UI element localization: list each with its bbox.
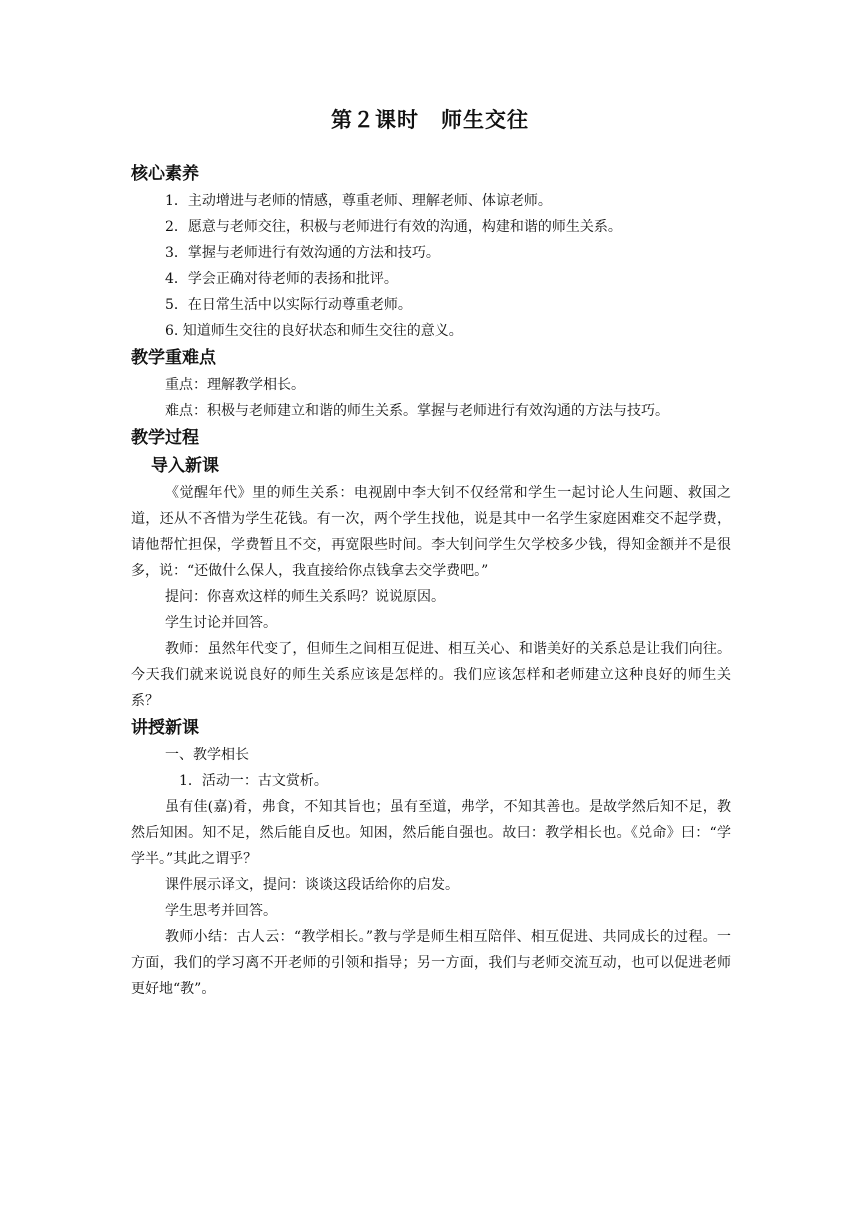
core-item-4: 4．学会正确对待老师的表扬和批评。	[165, 271, 398, 287]
intro-paragraph-2: 提问：你喜欢这样的师生关系吗？说说原因。	[165, 589, 445, 605]
lecture-paragraph-4: 教师小结：古人云：“教学相长。”教与学是师生相互陪伴、相互促进、共同成长的过程。一方面，我们的学习离不开老师的引领和指导；另一方面，我们与老师交流互动，也可以促进老师更好地“教”。	[131, 929, 731, 997]
lesson-title: 第２课时 师生交往	[331, 108, 529, 132]
heading-core-literacy: 核心素养	[131, 164, 199, 184]
heading-intro: 导入新课	[151, 456, 219, 476]
lecture-paragraph-2: 课件展示译文，提问：谈谈这段话给你的启发。	[165, 877, 459, 893]
heading-new-lesson: 讲授新课	[131, 718, 199, 738]
intro-paragraph-1: 《觉醒年代》里的师生关系：电视剧中李大钊不仅经常和学生一起讨论人生问题、救国之道，还从不吝惜为学生花钱。有一次，两个学生找他，说是其中一名学生家庭困难交不起学费，请他帮忙担保，学费暂且不交，再宽限些时间。李大钊问学生欠学校多少钱，得知金额并不是很多，说：“还做什么保人，我直接给你点钱拿去交学费吧。”	[131, 485, 731, 579]
core-item-6: 6. 知道师生交往的良好状态和师生交往的意义。	[165, 323, 463, 339]
document-body	[131, 160, 731, 1002]
key-difficulty: 难点：积极与老师建立和谐的师生关系。掌握与老师进行有效沟通的方法与技巧。	[165, 403, 669, 419]
heading-key-points: 教学重难点	[131, 348, 216, 368]
core-item-2: 2．愿意与老师交往，积极与老师进行有效的沟通，构建和谐的师生关系。	[165, 219, 622, 235]
core-item-1: 1．主动增进与老师的情感，尊重老师、理解老师、体谅老师。	[165, 193, 552, 209]
key-focus: 重点：理解教学相长。	[165, 377, 305, 393]
heading-teaching-process: 教学过程	[131, 428, 199, 448]
intro-paragraph-4: 教师：虽然年代变了，但师生之间相互促进、相互关心、和谐美好的关系总是让我们向往。今天我们就来说说良好的师生关系应该是怎样的。我们应该怎样和老师建立这种良好的师生关系？	[131, 641, 731, 709]
core-item-3: 3．掌握与老师进行有效沟通的方法和技巧。	[165, 245, 440, 261]
core-item-5: 5．在日常生活中以实际行动尊重老师。	[165, 297, 412, 313]
activity-heading: 1．活动一：古文赏析。	[179, 773, 328, 789]
section-heading: 一、教学相长	[165, 747, 249, 763]
lecture-paragraph-3: 学生思考并回答。	[165, 903, 277, 919]
lecture-paragraph-1: 虽有佳(嘉)肴，弗食，不知其旨也；虽有至道，弗学，不知其善也。是故学然后知不足，教然后知困。知不足，然后能自反也。知困，然后能自强也。故曰：教学相长也。《兑命》曰：“学学半。”其此之谓乎？	[131, 799, 731, 867]
intro-paragraph-3: 学生讨论并回答。	[165, 615, 277, 631]
